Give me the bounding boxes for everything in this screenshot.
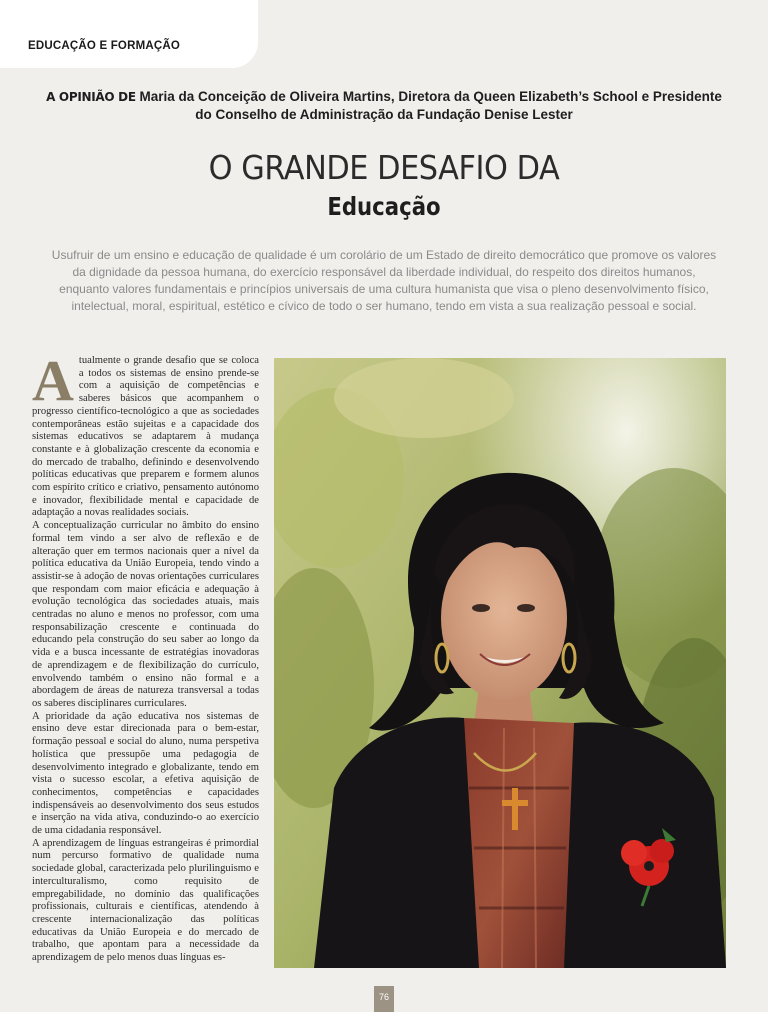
body-paragraph-1: tualmente o grande desafio que se coloca a todos os sistemas de ensino prende-se com a aquisição de competências e saberes básicos que acompanhem o progresso científico-tecnológico a que as sociedades contemporâneas estão sujeitas e a capacidade dos sistemas educativos se adaptarem à mudança constante e à globalização crescente da economia e do mercado de trabalho, definindo e desenvolvendo políticas educativas que preparem e formem alunos com espírito crítico e criativo, pensamento autónomo e inovador, flexibilidade mental e capacidade de adaptação a novas realidades sociais. — [32, 355, 259, 519]
section-tab — [0, 0, 258, 68]
body-paragraph-2: A conceptualização curricular no âmbito do ensino formal tem vindo a ser alvo de reflexão e de alteração quer em termos nacionais quer a nível da política educativa da União Europeia, tendo vindo a assistir-se à adoção de novas orientações curriculares que respondam com maior eficácia e adequação à evolução tecnológica das sociedades atuais, mais centradas no aluno e menos no professor, com uma responsabilização crescente e continuada do educando pela construção do seu saber ao longo da vida e a busca incessante de estratégias inovadoras de aprendizagem e de flexibilização do currículo, envolvendo também o ensino não formal e a abordagem de áreas de natureza transversal a todas os saberes disciplinares curriculares. — [32, 520, 259, 709]
byline-lead: A OPINIÃO DE — [46, 90, 136, 104]
byline-text: Maria da Conceição de Oliveira Martins, Diretora da Queen Elizabeth’s School e Presidente do Conselho de Administração da Fundação Denise Lester — [135, 89, 722, 122]
standfirst: Usufruir de um ensino e educação de qualidade é um corolário de um Estado de direito democrático que promove os valores da dignidade da pessoa humana, do exercício responsável da liberdade individual, do respeito dos direitos humanos, enquanto valores fundamentais e princípios universais de uma cultura humanista que visa o pleno desenvolvimento físico, intelectual, moral, espiritual, estético e cívico de todo o ser humano, tendo em vista a sua realização pessoal e social. — [51, 248, 717, 313]
article-subtitle: Educação — [327, 192, 441, 221]
portrait-photo — [274, 358, 726, 968]
page-number-box — [374, 986, 394, 1012]
drop-cap: A — [32, 355, 74, 413]
body-paragraph-4: A aprendizagem de línguas estrangeiras é primordial num percurso formativo de qualidade numa sociedade global, caracterizada pelo plurilinguismo e interculturalismo, como requisito de empregabilidade, no domínio das qualificações profissionais, culturais e científicas, atendendo à crescente internacionalização das políticas educativas da União Europeia e do mercado de trabalho, que apontam para a necessidade da aprendizagem de pelo menos duas línguas es- — [32, 837, 259, 964]
body-paragraph-3: A prioridade da ação educativa nos sistemas de ensino deve estar direcionada para o bem-estar, formação pessoal e social do aluno, numa perspetiva holística que pressupõe uma pedagogia de desenvolvimento integrado e globalizante, tendo em vista o sucesso escolar, a efetiva aquisição de conhecimentos, competências e capacidades indispensáveis ao desenvolvimento dos seus estudos e inserção na vida ativa, conduzindo-o ao exercício de uma cidadania responsável. — [32, 710, 259, 837]
article-title: O GRANDE DESAFIO DA — [208, 148, 560, 187]
page-number: 76 — [378, 992, 389, 1002]
article-body — [32, 355, 259, 975]
section-label: EDUCAÇÃO E FORMAÇÃO — [28, 40, 181, 52]
byline — [40, 88, 728, 123]
